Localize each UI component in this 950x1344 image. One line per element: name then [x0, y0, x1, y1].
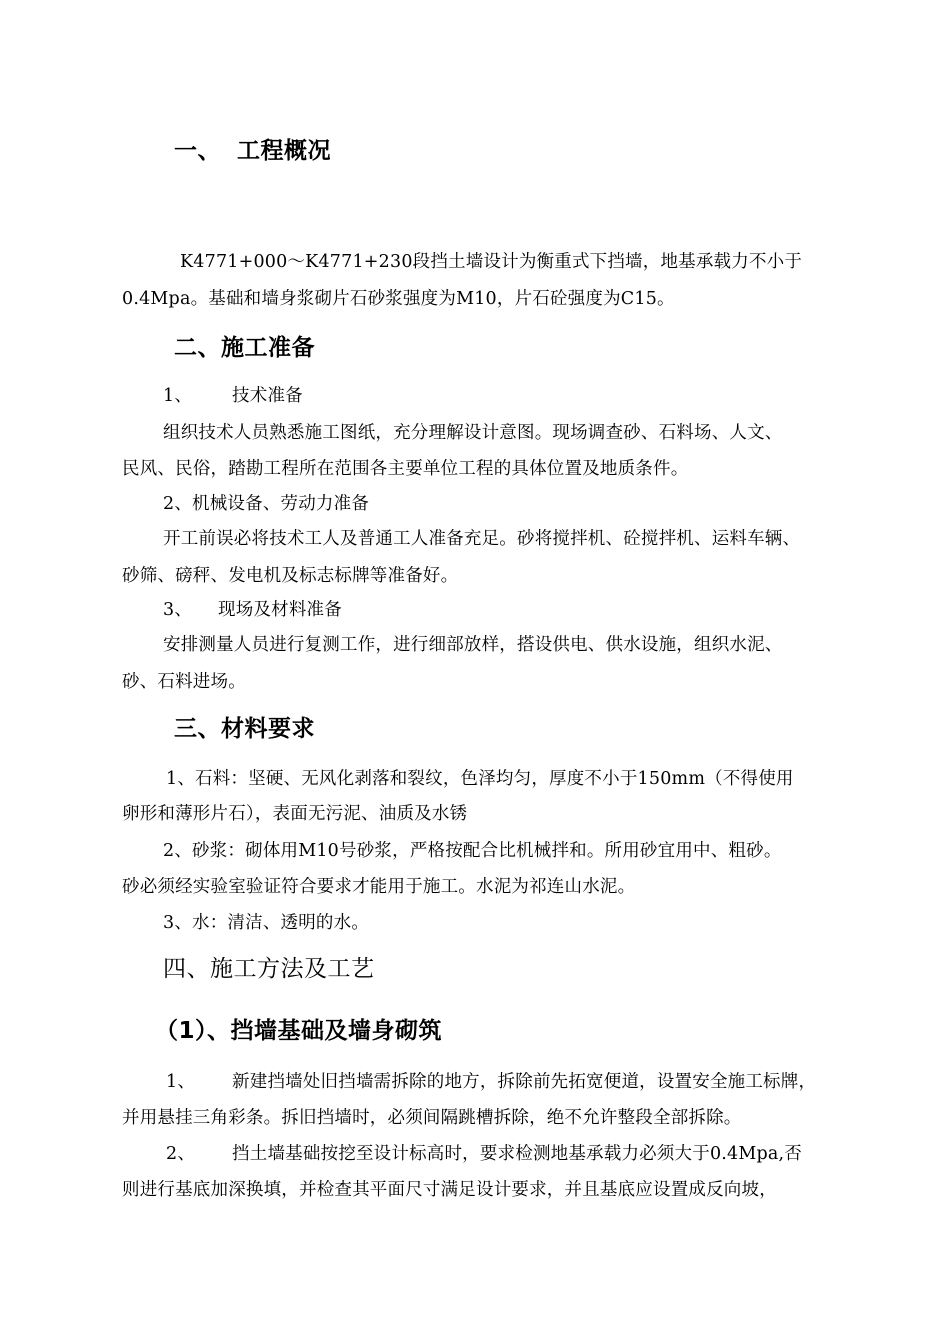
item-number: 3、: [163, 600, 193, 620]
technical-prep-line-1: 组织技术人员熟悉施工图纸，充分理解设计意图。现场调查砂、石料场、人文、: [163, 423, 783, 443]
method-item-2-line-2: 则进行基底加深换填，并检查其平面尺寸满足设计要求，并且基底应设置成反向坡，: [122, 1180, 777, 1200]
site-prep-line-1: 安排测量人员进行复测工作，进行细部放样，搭设供电、供水设施，组织水泥、: [163, 635, 783, 655]
item-number: 1、: [163, 386, 193, 406]
materials-stone-line-1: 1、石料：坚硬、无风化剥落和裂纹，色泽均匀，厚度不小于150mm（不得使用: [166, 769, 794, 789]
equipment-prep-line-2: 砂筛、磅秤、发电机及标志标牌等准备好。: [122, 566, 459, 586]
section-1-heading: [174, 136, 331, 166]
method-item-2-line-1: [166, 1143, 802, 1165]
item-technical-prep-heading: [163, 385, 303, 407]
item-number: 2、: [166, 1144, 196, 1164]
materials-mortar-line-2: 砂必须经实验室验证符合要求才能用于施工。水泥为祁连山水泥。: [122, 877, 636, 897]
method-item-1-line-1: [166, 1071, 816, 1093]
section-1-paragraph-line-2: 0.4Mpa。基础和墙身浆砌片石砂浆强度为M10，片石砼强度为C15。: [122, 289, 675, 309]
section-1-heading-number: 一、: [174, 138, 221, 164]
materials-water-line: 3、水：清洁、透明的水。: [163, 913, 370, 933]
item-equipment-prep-heading: 2、机械设备、劳动力准备: [163, 494, 370, 514]
method-item-1-line-2: 并用悬挂三角彩条。拆旧挡墙时，必须间隔跳槽拆除，绝不允许整段全部拆除。: [122, 1108, 742, 1128]
item-title: 现场及材料准备: [218, 600, 342, 620]
section-3-heading: 三、材料要求: [174, 716, 315, 742]
section-1-heading-text: 工程概况: [237, 138, 331, 164]
section-4-heading: 四、施工方法及工艺: [163, 956, 375, 982]
item-site-materials-prep-heading: [163, 599, 342, 621]
item-title: 技术准备: [232, 386, 303, 406]
item-number: 1、: [166, 1072, 196, 1092]
technical-prep-line-2: 民风、民俗，踏勘工程所在范围各主要单位工程的具体位置及地质条件。: [122, 459, 689, 479]
item-text: 新建挡墙处旧挡墙需拆除的地方，拆除前先拓宽便道，设置安全施工标牌，: [232, 1072, 817, 1092]
section-2-heading: 二、施工准备: [174, 335, 315, 361]
site-prep-line-2: 砂、石料进场。: [122, 672, 246, 692]
subsection-1-heading: （1）、挡墙基础及墙身砌筑: [155, 1018, 443, 1044]
materials-mortar-line-1: 2、砂浆：砌体用M10号砂浆，严格按配合比机械拌和。所用砂宜用中、粗砂。: [163, 841, 782, 861]
materials-stone-line-2: 卵形和薄形片石），表面无污泥、油质及水锈: [122, 804, 468, 824]
item-text: 挡土墙基础按挖至设计标高时，要求检测地基承载力必须大于0.4Mpa,否: [232, 1144, 802, 1164]
equipment-prep-line-1: 开工前误必将技术工人及普通工人准备充足。砂将搅拌机、砼搅拌机、运料车辆、: [163, 529, 801, 549]
section-1-paragraph-line-1: K4771+000～K4771+230段挡土墙设计为衡重式下挡墙，地基承载力不小于: [180, 252, 803, 272]
